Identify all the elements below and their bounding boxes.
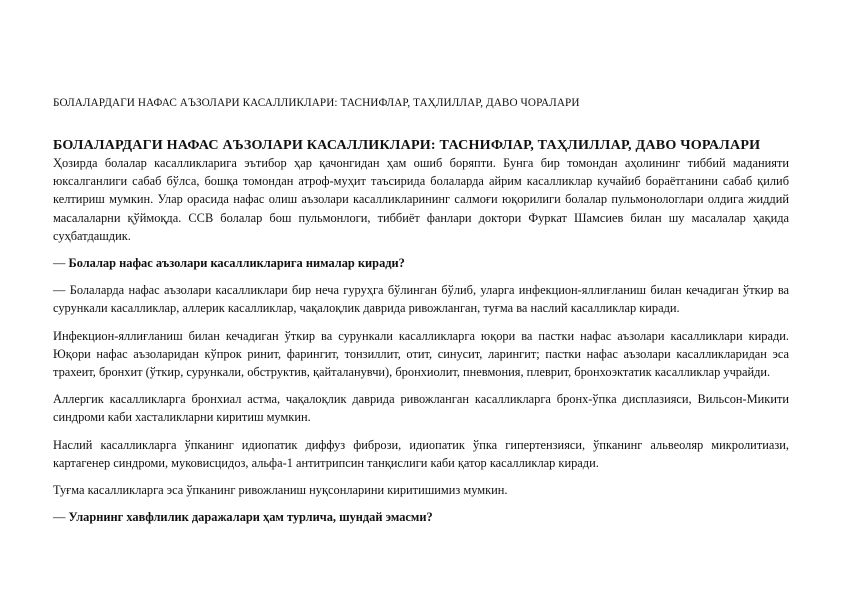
answer-paragraph-5: Туғма касалликларга эса ўпканинг ривожланиш нуқсонларини киритишимиз мумкин.	[53, 483, 508, 498]
question-1-dash: —	[53, 256, 69, 271]
question-2-dash: —	[53, 510, 69, 525]
answer-paragraph-2: Инфекцион-яллиғланиш билан кечадиган ўткир ва сурункали касалликларга юқори ва пастки нафас аъзолари касалликлари киради. Юқори нафас аъзоларидан кўпрок ринит, фарингит, тонзиллит, отит, синусит, ларингит; пастки нафас аъзолари касалликларидан эса трахеит, бронхит (ўткир, сурункали, обструктив, қайталанувчи), бронхиолит, пневмония, плеврит, бронхоэктатик касалликлар учрайди.	[53, 328, 789, 380]
article-title: БОЛАЛАРДАГИ НАФАС АЪЗОЛАРИ КАСАЛЛИКЛАРИ: ТАСНИФЛАР, ТАҲЛИЛЛАР, ДАВО ЧОРАЛАРИ	[53, 137, 761, 153]
answer-paragraph-4: Наслий касалликларга ўпканинг идиопатик диффуз фибрози, идиопатик ўпка гипертензияси, ўпканинг альвеоляр микролитиази, картагенер синдроми, муковисцидоз, альфа-1 антитрипсин танқислиги каби қатор касалликлар киради.	[53, 437, 789, 470]
article-body	[53, 137, 789, 526]
answer-paragraph-3: Аллергик касалликларга бронхиал астма, чақалоқлик даврида ривожланган касалликларга бронх-ўпка дисплазияси, Вильсон-Микити синдроми каби хасталикларни киритиш мумкин.	[53, 392, 789, 425]
question-2-text: Уларнинг хавфлилик даражалари ҳам турлича, шундай эмасми?	[68, 510, 433, 525]
question-2	[53, 508, 789, 526]
question-1-text: Болалар нафас аъзолари касалликларига нималар киради?	[68, 256, 405, 271]
answer-paragraph-1: — Болаларда нафас аъзолари касалликлари бир неча гуруҳга бўлинган бўлиб, уларга инфекцион-яллиғланиш билан кечадиган ўткир ва сурункали касалликлар, аллерик касалликлар, чақалоқлик даврида ривожланган, туғма ва наслий касалликлар киради.	[53, 283, 789, 316]
question-1	[53, 254, 789, 272]
running-header: БОЛАЛАРДАГИ НАФАС АЪЗОЛАРИ КАСАЛЛИКЛАРИ: ТАСНИФЛАР, ТАҲЛИЛЛАР, ДАВО ЧОРАЛАРИ	[53, 97, 580, 109]
intro-paragraph: Ҳозирда болалар касалликларига эътибор ҳар қачонгидан ҳам ошиб боряпти. Бунга бир томондан аҳолининг тиббий маданияти юксалганлиги сабаб бўлса, бошқа томондан атроф-муҳит таъсирида болаларда айрим касалликлар кучайиб бораётганини сабаб қилиб келтириш мумкин. Улар орасида нафас олиш аъзолари касалликларининг салмоғи юқорилиги болалар пульмонологлари олдига жиддий масалаларни қўймоқда. ССВ болалар бош пульмонлоги, тиббиёт фанлари доктори Фуркат Шамсиев билан шу масалалар ҳақида суҳбатдашдик.	[53, 156, 789, 243]
